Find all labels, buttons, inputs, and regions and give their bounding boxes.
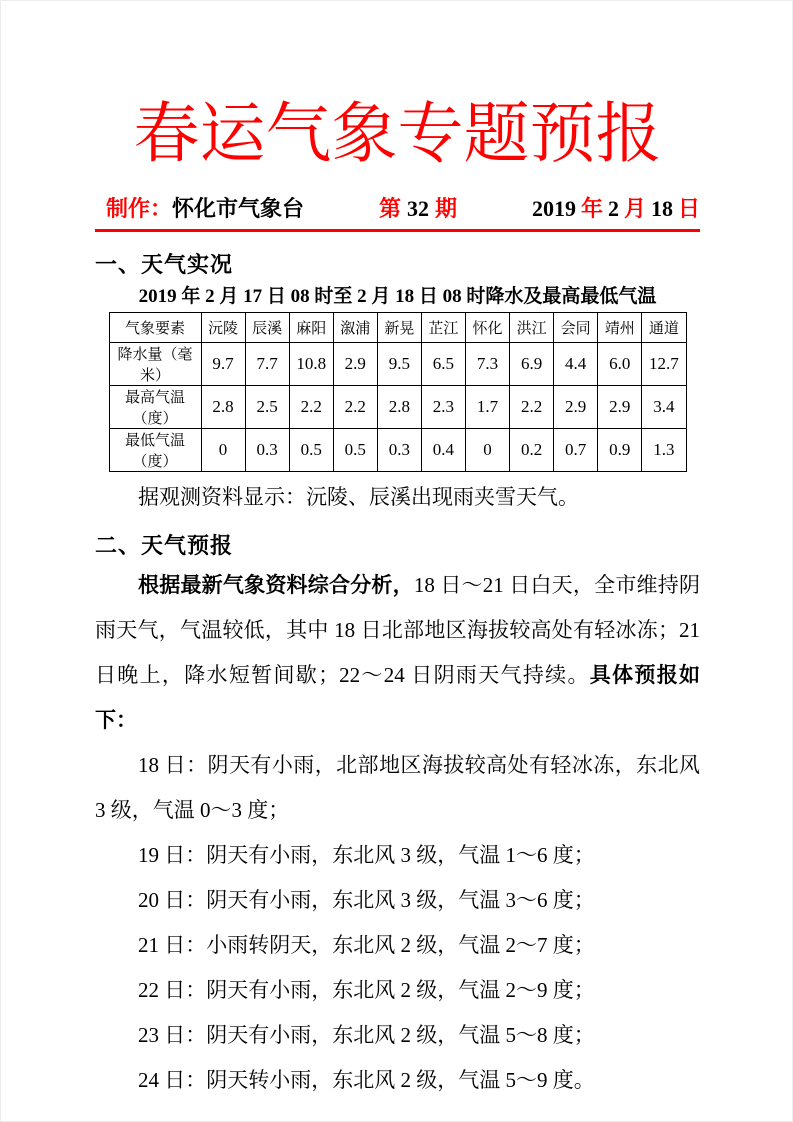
issue-number-value: 32 [406, 196, 429, 222]
table-col-header: 靖州 [598, 313, 642, 343]
table-cell: 1.3 [642, 429, 686, 472]
table-cell: 6.0 [598, 343, 642, 386]
weather-table-caption: 2019 年 2 月 17 日 08 时至 2 月 18 日 08 时降水及最高最低气温 [138, 286, 657, 308]
table-cell: 4.4 [554, 343, 598, 386]
date-month: 2 [607, 196, 619, 222]
table-cell: 2.2 [510, 386, 554, 429]
date-month-unit: 月 [623, 196, 646, 222]
table-cell: 2.9 [554, 386, 598, 429]
table-cell: 2.8 [377, 386, 421, 429]
date-year-unit: 年 [580, 196, 603, 222]
table-cell: 0.3 [377, 429, 421, 472]
observation-note: 据观测资料显示：沅陵、辰溪出现雨夹雪天气。 [138, 485, 579, 510]
table-cell: 6.9 [510, 343, 554, 386]
table-row-label: 最高气温（度） [109, 386, 201, 429]
table-cell: 0.2 [510, 429, 554, 472]
table-cell: 2.2 [333, 386, 377, 429]
table-row [109, 429, 686, 472]
table-cell: 2.9 [333, 343, 377, 386]
table-col-header: 怀化 [465, 313, 509, 343]
table-cell: 7.7 [245, 343, 289, 386]
issue-date [532, 194, 700, 224]
producer [106, 194, 304, 224]
document-title: 春运气象专题预报 [133, 98, 662, 171]
table-row-label: 最低气温（度） [109, 429, 201, 472]
table-cell: 2.8 [201, 386, 245, 429]
section-2-heading: 二、天气预报 [95, 533, 234, 559]
forecast-day-line: 24 日：阴天转小雨，东北风 2 级，气温 5～9 度。 [138, 1068, 595, 1093]
daily-forecast-list [95, 743, 700, 1103]
forecast-summary-paragraph [95, 563, 700, 743]
section-1-heading: 一、天气实况 [95, 252, 234, 278]
table-cell: 9.7 [201, 343, 245, 386]
table-cell: 2.5 [245, 386, 289, 429]
date-day: 18 [650, 196, 673, 222]
table-cell: 0.5 [333, 429, 377, 472]
forecast-summary-tail: 具体预报如下： [95, 663, 701, 733]
table-row [109, 386, 686, 429]
date-day-unit: 日 [677, 196, 700, 222]
table-cell: 9.5 [377, 343, 421, 386]
table-corner-header: 气象要素 [109, 313, 201, 343]
table-row-label: 降水量（毫米） [109, 343, 201, 386]
table-col-header: 麻阳 [289, 313, 333, 343]
table-col-header: 会同 [554, 313, 598, 343]
table-cell: 10.8 [289, 343, 333, 386]
weather-table [109, 312, 687, 472]
table-cell: 3.4 [642, 386, 686, 429]
table-cell: 6.5 [421, 343, 465, 386]
masthead-divider [95, 229, 700, 232]
producer-label: 制作： [106, 196, 173, 222]
table-cell: 0.9 [598, 429, 642, 472]
table-cell: 0.3 [245, 429, 289, 472]
table-cell: 2.2 [289, 386, 333, 429]
table-col-header: 辰溪 [245, 313, 289, 343]
date-year: 2019 [531, 196, 576, 222]
table-cell: 7.3 [465, 343, 509, 386]
table-cell: 0.5 [289, 429, 333, 472]
table-cell: 0.4 [421, 429, 465, 472]
weather-table-head [109, 313, 686, 343]
forecast-day-line: 20 日：阴天有小雨，东北风 3 级，气温 3～6 度； [138, 888, 595, 913]
table-col-header: 芷江 [421, 313, 465, 343]
table-cell: 2.9 [598, 386, 642, 429]
table-header-row [109, 313, 686, 343]
weather-table-body [109, 343, 686, 472]
forecast-summary-body: 18 日～21 日白天，全市维持阴雨天气，气温较低，其中 18 日北部地区海拔较高处有轻冰冻；21 日晚上，降水短暂间歇；22～24 日阴雨天气持续。 [95, 573, 700, 688]
document-content [1, 1, 792, 1103]
issue-suffix: 期 [434, 196, 457, 222]
forecast-day-line: 21 日：小雨转阴天，东北风 2 级，气温 2～7 度； [138, 933, 595, 958]
table-col-header: 沅陵 [201, 313, 245, 343]
table-col-header: 洪江 [510, 313, 554, 343]
issue-prefix: 第 [378, 196, 401, 222]
table-cell: 12.7 [642, 343, 686, 386]
masthead [95, 194, 700, 224]
forecast-day-line: 19 日：阴天有小雨，东北风 3 级，气温 1～6 度； [138, 843, 595, 868]
forecast-summary-lead: 根据最新气象资料综合分析， [138, 573, 414, 598]
table-col-header: 新晃 [377, 313, 421, 343]
table-cell: 0 [201, 429, 245, 472]
table-col-header: 通道 [642, 313, 686, 343]
table-col-header: 溆浦 [333, 313, 377, 343]
producer-value: 怀化市气象台 [172, 196, 305, 222]
table-cell: 1.7 [465, 386, 509, 429]
table-cell: 0 [465, 429, 509, 472]
forecast-day-line: 18 日：阴天有小雨，北部地区海拔较高处有轻冰冻，东北风 3 级，气温 0～3 度； [95, 753, 700, 823]
table-row [109, 343, 686, 386]
forecast-day-line: 22 日：阴天有小雨，东北风 2 级，气温 2～9 度； [138, 978, 595, 1003]
forecast-day-line: 23 日：阴天有小雨，东北风 2 级，气温 5～8 度； [138, 1023, 595, 1048]
table-cell: 0.7 [554, 429, 598, 472]
issue-number [379, 194, 457, 224]
table-cell: 2.3 [421, 386, 465, 429]
